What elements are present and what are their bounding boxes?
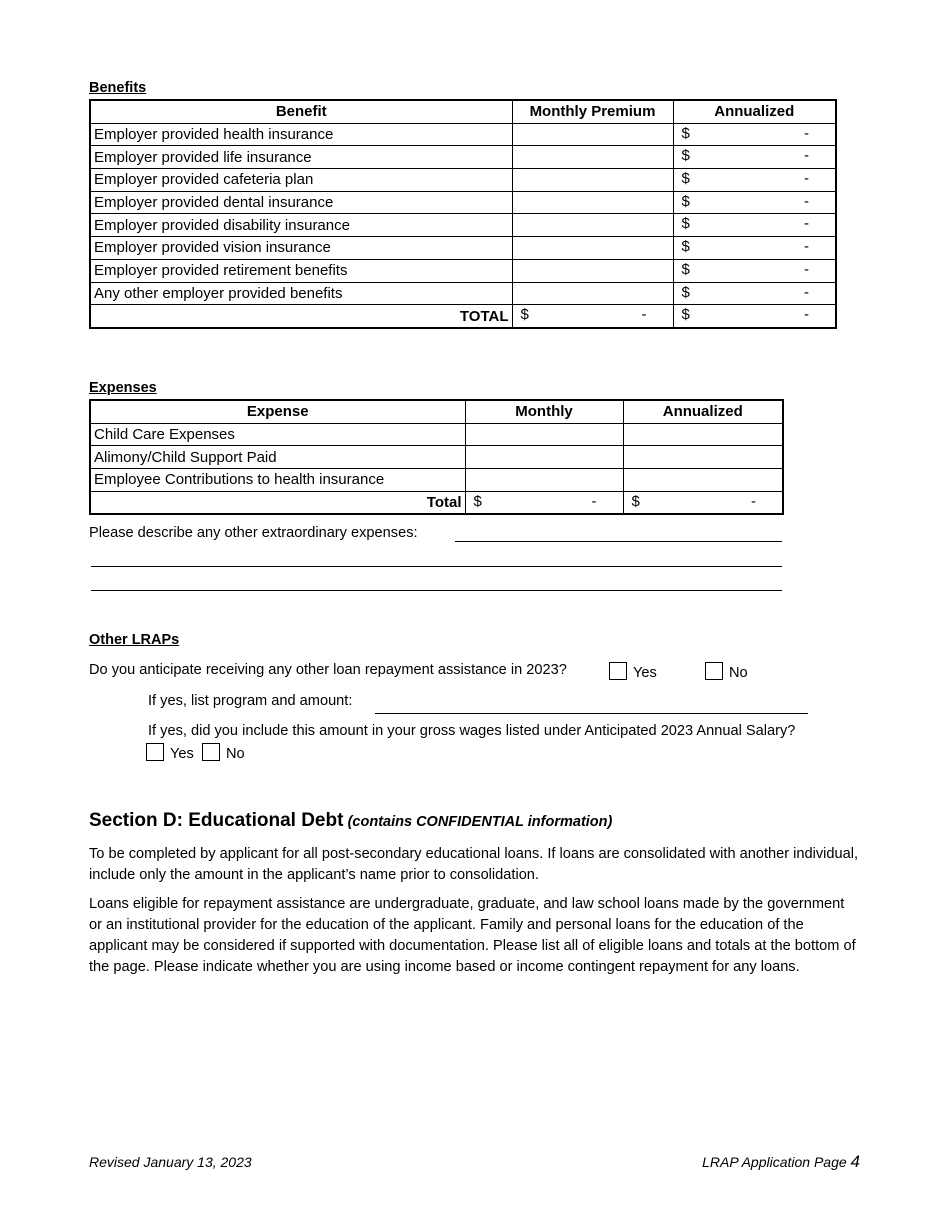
benefits-header-row [90,100,836,123]
included-no-option[interactable] [202,743,245,762]
annualized-cell[interactable] [673,169,836,192]
amount-dash: - [804,283,809,301]
monthly-premium-cell[interactable] [512,214,673,237]
annualized-cell[interactable] [673,237,836,260]
expense-label: Child Care Expenses [90,423,465,446]
section-d-subtitle: (contains CONFIDENTIAL information) [347,814,613,830]
extraordinary-expenses-line-1[interactable] [455,541,782,542]
benefit-row [90,214,836,237]
footer-page-label: LRAP Application Page [702,1154,847,1170]
currency-symbol: $ [681,283,690,301]
other-assistance-no-option[interactable] [705,662,748,681]
section-d-title: Section D: Educational Debt [89,810,344,831]
amount-dash: - [804,147,809,165]
benefits-heading: Benefits [89,80,147,96]
extraordinary-expenses-line-3[interactable] [91,590,782,591]
expense-row [90,469,783,492]
benefit-label: Employer provided vision insurance [90,237,512,260]
amount-dash: - [751,492,756,510]
currency-symbol: $ [473,492,482,510]
footer-page-number: 4 [850,1152,860,1171]
other-lraps-heading: Other LRAPs [89,632,180,648]
benefit-column-header: Benefit [90,100,512,123]
expense-monthly-cell[interactable] [465,469,623,492]
monthly-premium-cell[interactable] [512,123,673,146]
expenses-table [89,399,784,515]
benefits-total-monthly[interactable] [512,305,673,328]
expense-monthly-cell[interactable] [465,446,623,469]
included-no-checkbox[interactable] [202,743,220,761]
amount-dash: - [804,215,809,233]
expense-column-header: Expense [90,400,465,423]
amount-dash: - [641,306,647,324]
annualized-cell[interactable] [673,259,836,282]
amount-dash: - [804,124,809,142]
benefit-label: Employer provided cafeteria plan [90,169,512,192]
currency-symbol: $ [681,124,690,142]
monthly-premium-cell[interactable] [512,169,673,192]
amount-dash: - [591,492,597,510]
expense-row [90,423,783,446]
included-yes-option[interactable] [146,743,194,762]
benefit-row [90,237,836,260]
included-no-label: No [226,746,245,762]
currency-symbol: $ [520,306,529,324]
benefit-label: Employer provided retirement benefits [90,259,512,282]
monthly-column-header: Monthly [465,400,623,423]
expenses-heading: Expenses [89,380,157,396]
expenses-header-row [90,400,783,423]
benefit-row [90,146,836,169]
section-d-heading [89,810,612,832]
benefits-total-annualized[interactable] [673,305,836,328]
benefit-label: Any other employer provided benefits [90,282,512,305]
currency-symbol: $ [681,306,690,324]
benefit-row [90,169,836,192]
benefit-row [90,282,836,305]
extraordinary-expenses-prompt: Please describe any other extraordinary expenses: [89,525,418,541]
expense-annualized-column-header: Annualized [623,400,783,423]
other-assistance-yes-label: Yes [633,665,657,681]
annualized-cell[interactable] [673,146,836,169]
monthly-premium-cell[interactable] [512,191,673,214]
amount-dash: - [804,238,809,256]
currency-symbol: $ [681,215,690,233]
amount-dash: - [804,192,809,210]
amount-dash: - [804,170,809,188]
list-program-line[interactable] [375,713,808,714]
benefits-total-label: TOTAL [90,305,512,328]
annualized-cell[interactable] [673,214,836,237]
monthly-premium-cell[interactable] [512,259,673,282]
monthly-premium-cell[interactable] [512,237,673,260]
footer-revised-date: Revised January 13, 2023 [89,1154,252,1170]
included-yes-label: Yes [170,746,194,762]
annualized-cell[interactable] [673,191,836,214]
annualized-cell[interactable] [673,282,836,305]
expenses-total-annualized[interactable] [623,491,783,514]
section-d-paragraph-2: Loans eligible for repayment assistance are undergraduate, graduate, and law school loans made by the government or an institutional provider for the education of the applicant. Family and personal loans for the education of the applicant may be considered if supported with documentation. Please list all of eligible loans and totals at the bottom of the page. Please indicate whether you are using income based or income contingent repayment for any loans. [89,896,856,975]
amount-dash: - [804,306,809,324]
benefit-label: Employer provided life insurance [90,146,512,169]
expense-label: Alimony/Child Support Paid [90,446,465,469]
other-assistance-yes-checkbox[interactable] [609,662,627,680]
expense-annualized-cell[interactable] [623,469,783,492]
annualized-cell[interactable] [673,123,836,146]
benefits-table [89,99,837,329]
expense-annualized-cell[interactable] [623,446,783,469]
monthly-premium-column-header: Monthly Premium [512,100,673,123]
footer-page-info [702,1152,860,1172]
benefit-row [90,123,836,146]
other-assistance-no-checkbox[interactable] [705,662,723,680]
annualized-column-header: Annualized [673,100,836,123]
expenses-total-row [90,491,783,514]
currency-symbol: $ [631,492,640,510]
monthly-premium-cell[interactable] [512,146,673,169]
currency-symbol: $ [681,170,690,188]
included-yes-checkbox[interactable] [146,743,164,761]
benefit-label: Employer provided dental insurance [90,191,512,214]
currency-symbol: $ [681,238,690,256]
amount-dash: - [804,260,809,278]
other-assistance-question: Do you anticipate receiving any other loan repayment assistance in 2023? [89,662,567,678]
extraordinary-expenses-line-2[interactable] [91,566,782,567]
expense-annualized-cell[interactable] [623,423,783,446]
benefits-total-row [90,305,836,328]
included-in-wages-question: If yes, did you include this amount in your gross wages listed under Anticipated 2023 Annual Salary? [148,723,796,739]
list-program-prompt: If yes, list program and amount: [148,693,353,709]
expense-monthly-cell[interactable] [465,423,623,446]
benefit-row [90,191,836,214]
section-d-paragraph-1: To be completed by applicant for all post-secondary educational loans. If loans are consolidated with another individual, include only the amount in the applicant’s name prior to consolidation. [89,846,859,883]
other-assistance-yes-option[interactable] [609,662,657,681]
benefit-label: Employer provided health insurance [90,123,512,146]
benefit-label: Employer provided disability insurance [90,214,512,237]
expense-row [90,446,783,469]
monthly-premium-cell[interactable] [512,282,673,305]
benefit-row [90,259,836,282]
currency-symbol: $ [681,147,690,165]
expenses-total-label: Total [90,491,465,514]
expenses-total-monthly[interactable] [465,491,623,514]
expense-label: Employee Contributions to health insurance [90,469,465,492]
currency-symbol: $ [681,260,690,278]
currency-symbol: $ [681,192,690,210]
other-assistance-no-label: No [729,665,748,681]
